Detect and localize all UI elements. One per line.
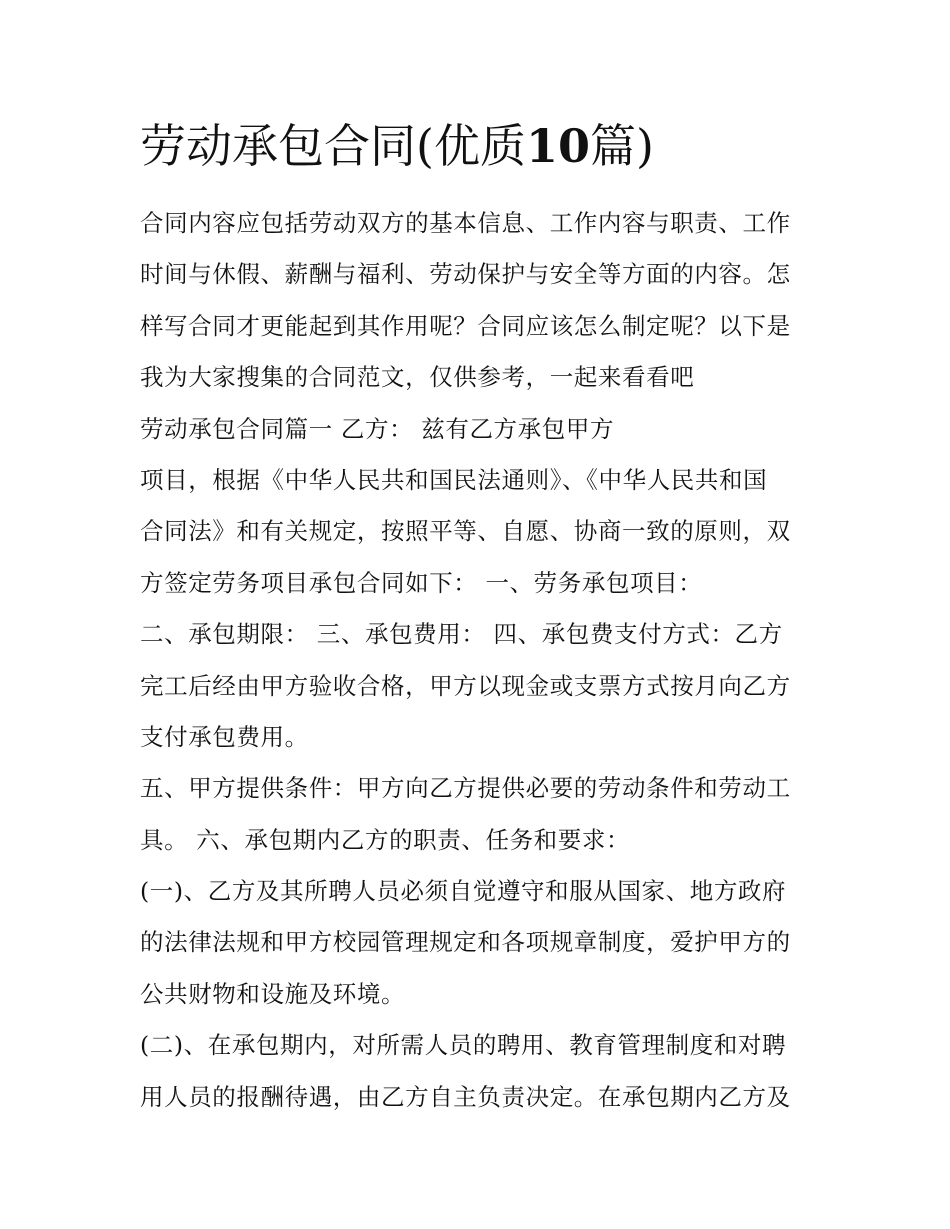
title-number: 10 — [525, 119, 590, 173]
text-line: 项目，根据《中华人民共和国民法通则》、《中华人民共和国 — [140, 465, 768, 494]
text-line: 公共财物和设施及环境。 — [140, 979, 406, 1008]
text-line: 的法律法规和甲方校园管理规定和各项规章制度，爱护甲方的 — [140, 928, 791, 957]
text-line: (一)、乙方及其所聘人员必须自觉遵守和服从国家、地方政府 — [140, 877, 787, 906]
text-line: (二)、在承包期内，对所需人员的聘用、教育管理制度和对聘 — [140, 1031, 787, 1060]
text-line: 二、承包期限： 三、承包费用： 四、承包费支付方式：乙方 — [140, 620, 783, 649]
title-suffix: 篇) — [589, 119, 654, 173]
text-line: 我为大家搜集的合同范文，仅供参考，一起来看看吧 — [140, 363, 695, 392]
text-line: 具。 六、承包期内乙方的职责、任务和要求： — [140, 825, 631, 854]
text-line: 五、甲方提供条件：甲方向乙方提供必要的劳动条件和劳动工 — [140, 774, 791, 803]
text-line: 方签定劳务项目承包合同如下： 一、劳务承包项目： — [140, 568, 703, 597]
document-title — [140, 114, 654, 178]
text-line: 时间与休假、薪酬与福利、劳动保护与安全等方面的内容。怎 — [140, 260, 791, 289]
text-line: 完工后经由甲方验收合格，甲方以现金或支票方式按月向乙方 — [140, 671, 791, 700]
text-line: 样写合同才更能起到其作用呢？合同应该怎么制定呢？以下是 — [140, 311, 791, 340]
text-line: 支付承包费用。 — [140, 722, 309, 751]
text-line: 合同内容应包括劳动双方的基本信息、工作内容与职责、工作 — [140, 209, 791, 237]
document-body — [140, 198, 812, 1123]
text-line: 用人员的报酬待遇，由乙方自主负责决定。在承包期内乙方及 — [140, 1082, 791, 1111]
text-line: 合同法》和有关规定，按照平等、自愿、协商一致的原则，双 — [140, 517, 791, 546]
text-line: 劳动承包合同篇一 乙方： 兹有乙方承包甲方 — [140, 414, 615, 443]
title-prefix: 劳动承包合同(优质 — [140, 119, 526, 173]
